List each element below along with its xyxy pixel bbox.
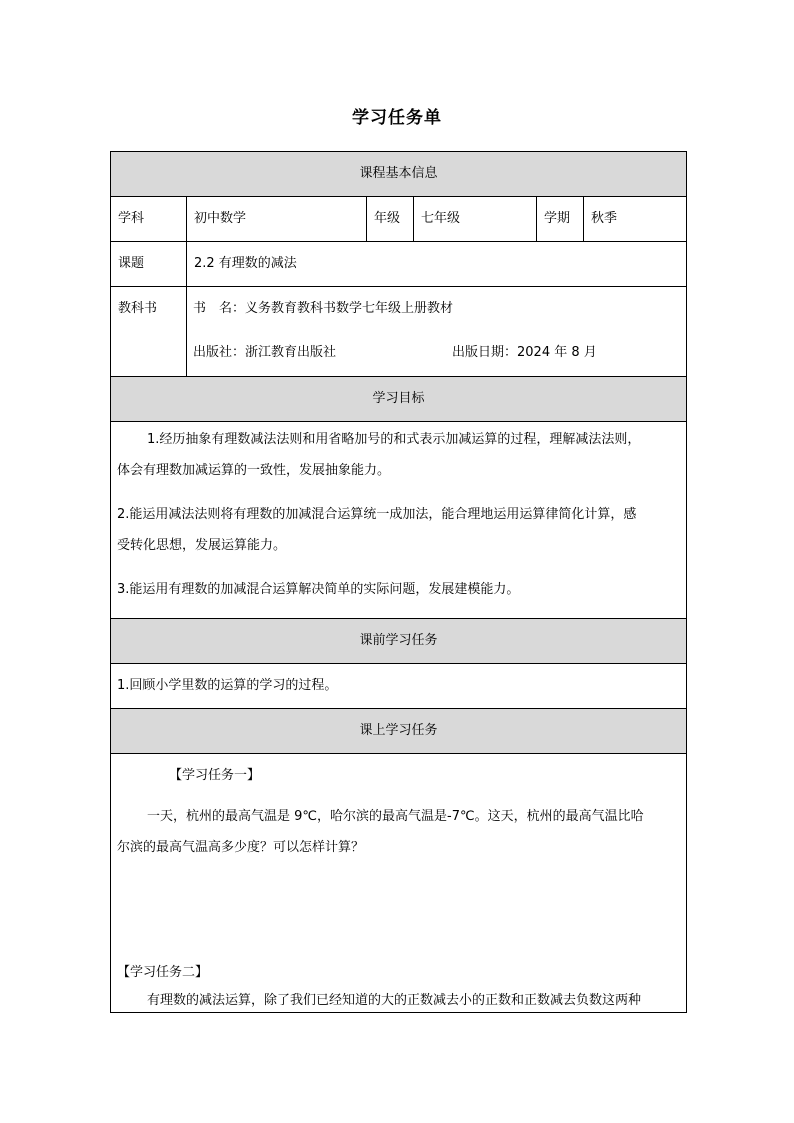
page-title: 学习任务单 <box>352 108 442 128</box>
grade-label: 年级 <box>367 197 414 241</box>
section-header-in-class <box>111 709 686 754</box>
info-row-textbook <box>111 287 686 377</box>
subject-value: 初中数学 <box>187 197 367 241</box>
goal-line: 3.能运用有理数的加减混合运算解决简单的实际问题，发展建模能力。 <box>117 582 520 597</box>
term-label: 学期 <box>537 197 584 241</box>
task1-line: 尔滨的最高气温高多少度？可以怎样计算？ <box>117 840 365 855</box>
goal-line: 2.能运用减法法则将有理数的加减混合运算统一成加法，能合理地运用运算律简化计算，感 <box>117 507 637 522</box>
section-title: 课程基本信息 <box>359 166 438 181</box>
section-header-basic-info <box>111 152 686 197</box>
book-name: 书 名：义务教育教科书数学七年级上册教材 <box>193 301 454 316</box>
topic-label: 课题 <box>111 242 187 286</box>
pre-class-body <box>111 664 686 709</box>
section-title: 课上学习任务 <box>359 723 438 738</box>
section-header-goals <box>111 377 686 422</box>
section-title: 学习目标 <box>372 391 425 406</box>
task1-heading: 【学习任务一】 <box>169 768 261 783</box>
subject-label: 学科 <box>111 197 187 241</box>
task1-line: 一天，杭州的最高气温是 9℃，哈尔滨的最高气温是-7℃。这天，杭州的最高气温比哈 <box>147 809 644 824</box>
info-row-subject <box>111 197 686 242</box>
pre-task-line: 1.回顾小学里数的运算的学习的过程。 <box>117 678 338 693</box>
in-class-body <box>111 754 686 1012</box>
textbook-label: 教科书 <box>111 287 187 376</box>
publish-date: 出版日期：2024 年 8 月 <box>452 345 597 360</box>
grade-value: 七年级 <box>414 197 537 241</box>
section-title: 课前学习任务 <box>359 633 438 648</box>
info-row-topic <box>111 242 686 287</box>
section-header-pre-class <box>111 619 686 664</box>
publisher: 出版社：浙江教育出版社 <box>193 345 337 360</box>
goal-line: 受转化思想，发展运算能力。 <box>117 538 287 553</box>
topic-value: 2.2 有理数的减法 <box>194 256 297 271</box>
goal-line: 体会有理数加减运算的一致性，发展抽象能力。 <box>117 463 391 478</box>
goals-body <box>111 422 686 619</box>
task2-line: 有理数的减法运算，除了我们已经知道的大的正数减去小的正数和正数减去负数这两种 <box>147 993 642 1008</box>
task2-heading: 【学习任务二】 <box>117 965 209 980</box>
term-value: 秋季 <box>591 211 618 226</box>
goal-line: 1.经历抽象有理数减法法则和用省略加号的和式表示加减运算的过程，理解减法法则， <box>147 432 641 447</box>
task-sheet-table <box>110 151 687 1013</box>
